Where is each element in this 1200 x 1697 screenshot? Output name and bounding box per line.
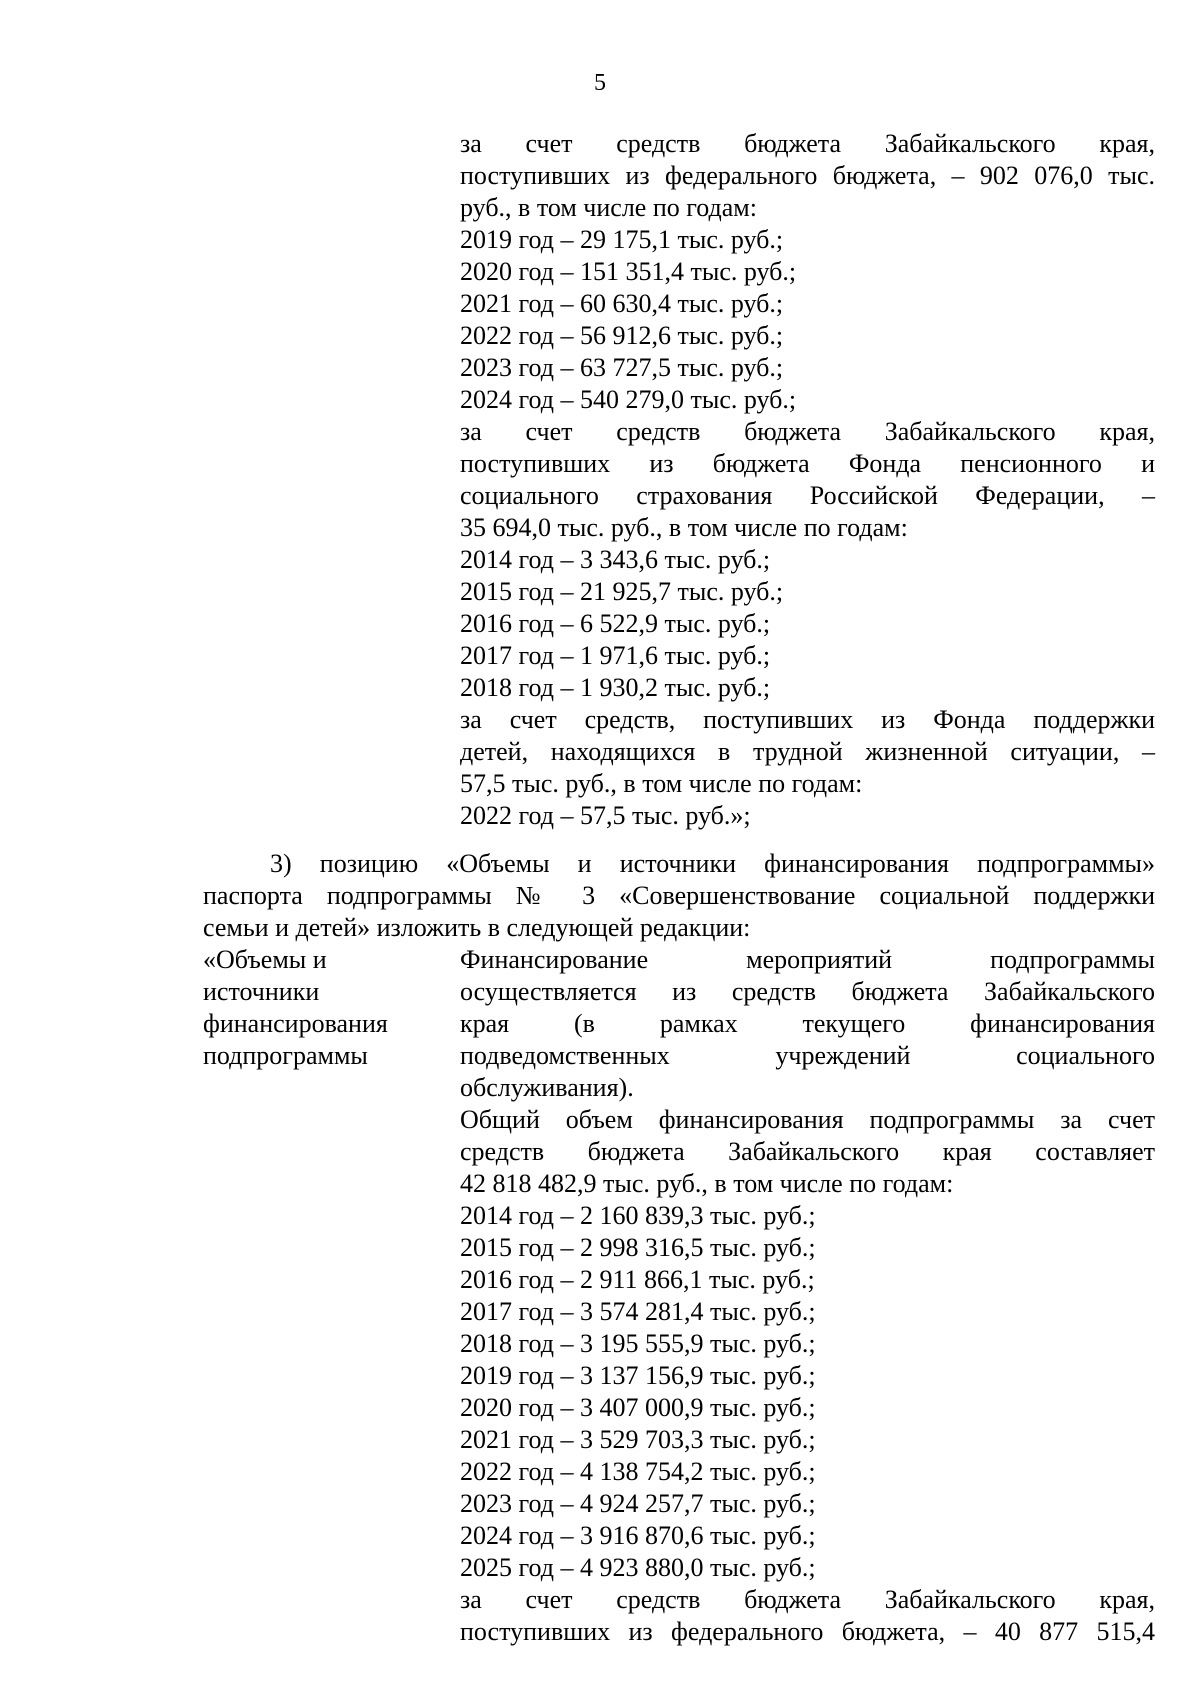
text-line: за счет средств бюджета Забайкальского края, — [460, 129, 1155, 158]
text-line: 2024 год – 3 916 870,6 тыс. руб.; — [460, 1521, 816, 1550]
funding-section-subprogram-3 — [460, 944, 1155, 1648]
text-line: 2016 год – 2 911 866,1 тыс. руб.; — [460, 1265, 815, 1294]
text-line: 2022 год – 56 912,6 тыс. руб.; — [460, 321, 784, 350]
text-line: 2022 год – 57,5 тыс. руб.»; — [460, 801, 751, 830]
text-line: 2015 год – 2 998 316,5 тыс. руб.; — [460, 1233, 816, 1262]
text-line: 2018 год – 1 930,2 тыс. руб.; — [460, 673, 771, 702]
text-line: 2023 год – 63 727,5 тыс. руб.; — [460, 353, 784, 382]
text-line: 2015 год – 21 925,7 тыс. руб.; — [460, 577, 784, 606]
paragraph-line: семьи и детей» изложить в следующей редакции: — [203, 913, 751, 942]
table-label-line: подпрограммы — [203, 1041, 368, 1070]
text-line: края (в рамках текущего финансирования — [460, 1009, 1155, 1038]
text-line: Общий объем финансирования подпрограммы за счет — [460, 1105, 1155, 1134]
table-label-line: «Объемы и — [203, 945, 327, 974]
text-line: детей, находящихся в трудной жизненной ситуации, – — [460, 737, 1155, 766]
text-line: подведомственных учреждений социального — [460, 1041, 1155, 1070]
table-label-column — [203, 944, 453, 1072]
text-line: поступивших из федерального бюджета, – 902 076,0 тыс. — [460, 161, 1155, 190]
text-line: руб., в том числе по годам: — [460, 193, 757, 222]
text-line: 2020 год – 151 351,4 тыс. руб.; — [460, 257, 797, 286]
text-line: 35 694,0 тыс. руб., в том числе по годам: — [460, 513, 908, 542]
text-line: 2019 год – 3 137 156,9 тыс. руб.; — [460, 1361, 816, 1390]
text-line: Финансирование мероприятий подпрограммы — [460, 945, 1155, 974]
text-line: 2021 год – 60 630,4 тыс. руб.; — [460, 289, 784, 318]
text-line: 2021 год – 3 529 703,3 тыс. руб.; — [460, 1425, 816, 1454]
text-line: социального страхования Российской Федерации, – — [460, 481, 1155, 510]
text-line: 2014 год – 2 160 839,3 тыс. руб.; — [460, 1201, 816, 1230]
text-line: 2017 год – 3 574 281,4 тыс. руб.; — [460, 1297, 816, 1326]
text-line: 2016 год – 6 522,9 тыс. руб.; — [460, 609, 771, 638]
page-number: 5 — [594, 70, 606, 96]
text-line: 2025 год – 4 923 880,0 тыс. руб.; — [460, 1553, 816, 1582]
text-line: за счет средств, поступивших из Фонда поддержки — [460, 705, 1155, 734]
text-line: обслуживания). — [460, 1073, 634, 1102]
paragraph-line: 3) позицию «Объемы и источники финансирования подпрограммы» — [270, 849, 1155, 878]
text-line: 2020 год – 3 407 000,9 тыс. руб.; — [460, 1393, 816, 1422]
text-line: поступивших из бюджета Фонда пенсионного и — [460, 449, 1155, 478]
text-line: за счет средств бюджета Забайкальского края, — [460, 417, 1155, 446]
text-line: 2018 год – 3 195 555,9 тыс. руб.; — [460, 1329, 816, 1358]
table-label-line: финансирования — [203, 1009, 388, 1038]
text-line: 2017 год – 1 971,6 тыс. руб.; — [460, 641, 771, 670]
text-line: 2014 год – 3 343,6 тыс. руб.; — [460, 545, 771, 574]
text-line: 2023 год – 4 924 257,7 тыс. руб.; — [460, 1489, 816, 1518]
text-line: 2019 год – 29 175,1 тыс. руб.; — [460, 225, 784, 254]
paragraph-line: паспорта подпрограммы № 3 «Совершенствование социальной поддержки — [203, 881, 1155, 910]
text-line: осуществляется из средств бюджета Забайкальского — [460, 977, 1155, 1006]
table-label-line: источники — [203, 977, 320, 1006]
text-line: поступивших из федерального бюджета, – 40 877 515,4 — [460, 1617, 1155, 1646]
text-line: средств бюджета Забайкальского края составляет — [460, 1137, 1155, 1166]
funding-section-continued — [460, 128, 1155, 832]
text-line: 2024 год – 540 279,0 тыс. руб.; — [460, 385, 797, 414]
text-line: за счет средств бюджета Забайкальского края, — [460, 1585, 1155, 1614]
amendment-paragraph-3 — [203, 848, 1155, 944]
text-line: 57,5 тыс. руб., в том числе по годам: — [460, 769, 863, 798]
text-line: 42 818 482,9 тыс. руб., в том числе по годам: — [460, 1169, 954, 1198]
text-line: 2022 год – 4 138 754,2 тыс. руб.; — [460, 1457, 816, 1486]
